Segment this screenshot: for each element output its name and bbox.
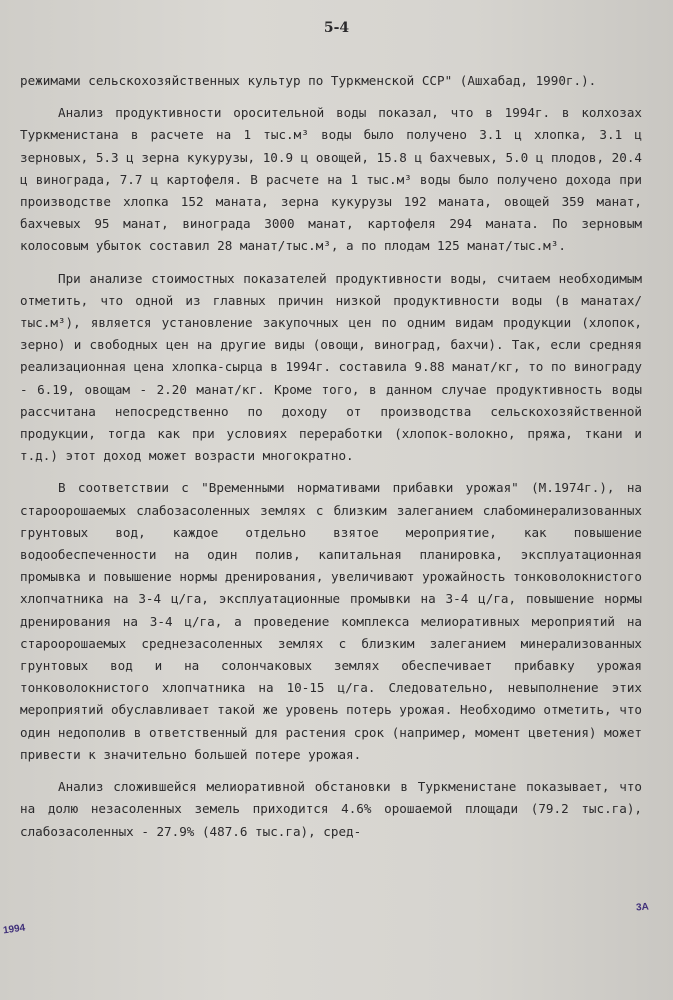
paragraph-2: Анализ продуктивности оросительной воды показал, что в 1994г. в колхозах Туркменистана в расчете на 1 тыс.м³ воды было получено 3.1 ц хлопка, 3.1 ц зерновых, 5.3 ц зерна кукурузы, 10.9 ц овощей, 15.8 ц бахчевых, 5.0 ц плодов, 20.4 ц винограда, 7.7 ц картофеля. В расчете на 1 тыс.м³ воды было получено дохода при производстве хлопка 152 маната, зерна кукурузы 192 маната, овощей 359 манат, бахчевых 95 манат, винограда 3000 манат, картофеля 294 маната. По зерновым колосовым убыток составил 28 манат/тыс.м³, а по плодам 125 манат/тыс.м³. [20,105,642,254]
handwritten-note-left: 1994 [2,922,26,937]
paragraph-3: При анализе стоимостных показателей продуктивности воды, считаем необходимым отметить, что одной из главных причин низкой продуктивности воды (в манатах/тыс.м³), является установление закупочных цен по одним видам продукции (хлопок, зерно) и свободных цен на другие виды (овощи, виноград, бахчи). Так, если средняя реализационная цена хлопка-сырца в 1994г. составила 9.88 манат/кг, то по винограду - 6.19, овощам - 2.20 манат/кг. Кроме того, в данном случае продуктивность воды рассчитана непосредственно по доходу от производства сельскохозяйственной продукции, тогда как при условиях переработки (хлопок-волокно, пряжа, ткани и т.д.) этот доход может возрасти многократно. [20,270,642,464]
paragraph-1: режимами сельскохозяйственных культур по Туркменской ССР" (Ашхабад, 1990г.). [20,73,597,88]
handwritten-note-right: 3A [635,901,650,914]
body-text [20,70,642,853]
page-number: 5-4 [323,20,350,36]
paragraph-5: Анализ сложившейся мелиоративной обстановки в Туркменистане показывает, что на долю незасоленных земель приходится 4.6% орошаемой площади (79.2 тыс.га), слабозасоленных - 27.9% (487.6 тыс.га), сред- [20,779,642,839]
paragraph-4: В соответствии с "Временными нормативами прибавки урожая" (М.1974г.), на староорошаемых слабозасоленных землях с близким залеганием слабоминерализованных грунтовых вод, каждое отдельно взятое мероприятие, как повышение водообеспеченности на один полив, капитальная планировка, эксплуатационная промывка и повышение нормы дренирования, увеличивают урожайность тонковолокнистого хлопчатника на 3-4 ц/га, эксплуатационные промывки на 3-4 ц/га, повышение нормы дренирования на 3-4 ц/га, а проведение комплекса мелиоративных мероприятий на староорошаемых среднезасоленных землях с близким залеганием минерализованных грунтовых вод и на солончаковых землях обеспечивает прибавку урожая тонковолокнистого хлопчатника на 10-15 ц/га. Следовательно, невыполнение этих мероприятий обуславливает такой же уровень потерь урожая. Необходимо отметить, что один недополив в ответственный для растения срок (например, момент цветения) может привести к значительно большей потере урожая. [20,480,642,762]
